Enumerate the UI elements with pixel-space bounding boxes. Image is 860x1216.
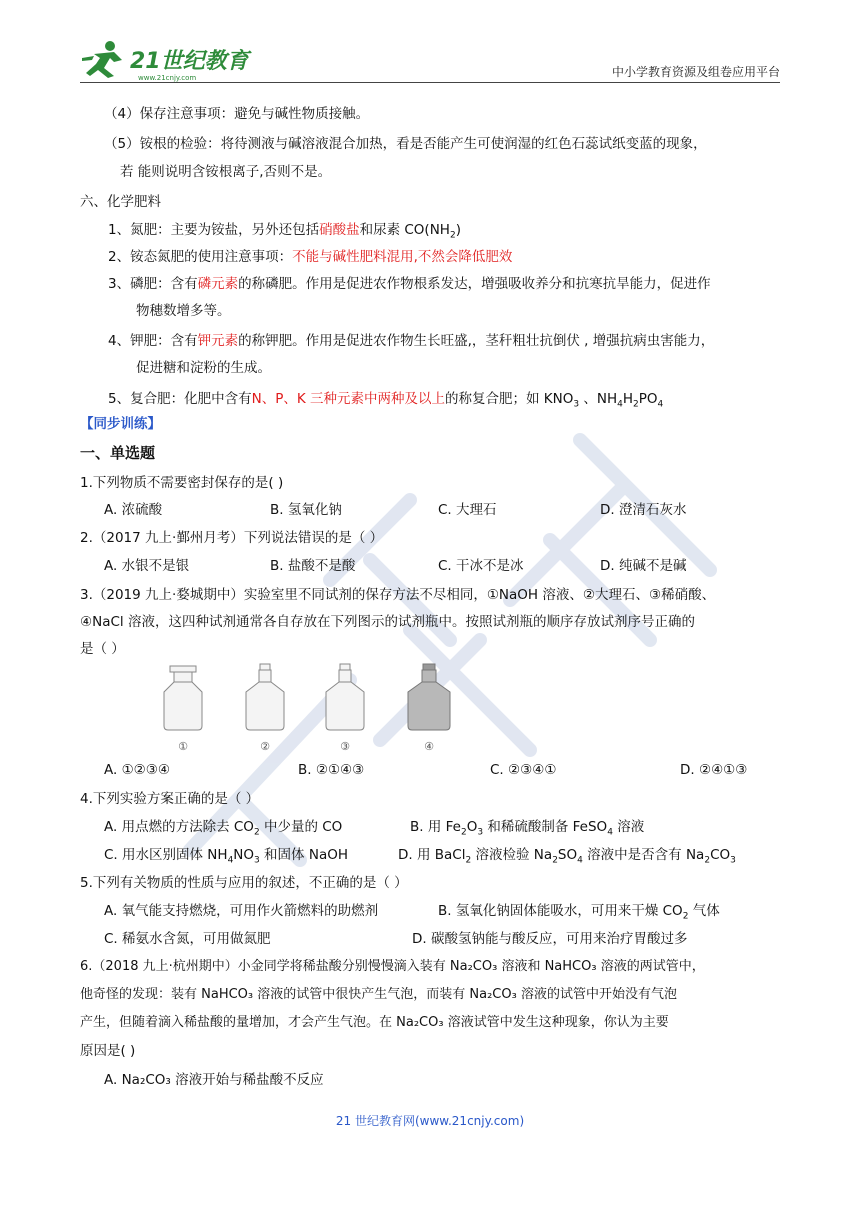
question-6-option-a[interactable]: A. Na₂CO₃ 溶液开始与稀盐酸不反应	[104, 1072, 324, 1088]
question-3-stem-line1: 3.（2019 九上·婺城期中）实验室里不同试剂的保存方法不尽相同，①NaOH 溶液、②大理石、③稀硝酸、	[80, 587, 716, 603]
question-1-option-c[interactable]: C. 大理石	[438, 502, 497, 518]
header-rule	[80, 82, 780, 83]
fertilizer-potassium-line1: 4、钾肥：含有钾元素的称钾肥。作用是促进农作物生长旺盛,，茎秆粗壮抗倒伏 , 增强抗病虫害能力，	[108, 333, 715, 349]
question-2-option-d[interactable]: D. 纯碱不是碱	[600, 558, 687, 574]
logo-url: www.21cnjy.com	[138, 74, 197, 82]
21cnjy-logo	[80, 38, 260, 82]
question-3-option-a[interactable]: A. ①②③④	[104, 762, 170, 778]
bottle-label-3: ③	[340, 740, 350, 753]
question-1-option-d[interactable]: D. 澄清石灰水	[600, 502, 687, 518]
reagent-bottles-figure	[150, 660, 470, 760]
question-6-stem-line2: 他奇怪的发现：装有 NaHCO₃ 溶液的试管中很快产生气泡，而装有 Na₂CO₃ 溶液的试管中开始没有气泡	[80, 987, 677, 1002]
question-1-option-a[interactable]: A. 浓硫酸	[104, 502, 163, 518]
question-3-option-d[interactable]: D. ②④①③	[680, 762, 748, 778]
question-4-option-b[interactable]: B. 用 $Fe_2O_3$ 和稀硫酸制备 FeSO$_4$ 溶液	[410, 819, 645, 838]
question-4-option-d[interactable]: D. 用 BaCl$_2$ 溶液检验 $Na_2SO_4$ 溶液中是否含有 $Na_2CO_3$	[398, 847, 736, 866]
bottle-3-narrow-clear	[326, 664, 364, 730]
logo-text: 21世纪教育	[130, 49, 249, 74]
question-6-stem-line3: 产生，但随着滴入稀盐酸的量增加，才会产生气泡。在 Na₂CO₃ 溶液试管中发生这种现象，你认为主要	[80, 1015, 669, 1030]
question-5-option-a[interactable]: A. 氧气能支持燃烧，可用作火箭燃料的助燃剂	[104, 903, 379, 919]
question-1-stem: 1.下列物质不需要密封保存的是( )	[80, 475, 284, 491]
bottle-label-2: ②	[260, 740, 270, 753]
question-4-option-c[interactable]: C. 用水区别固体 $NH_4NO_3$ 和固体 NaOH	[104, 847, 348, 866]
note-5-line2: 若 能则说明含铵根离子,否则不是。	[120, 164, 332, 180]
question-5-option-b[interactable]: B. 氢氧化钠固体能吸水，可用来干燥 $CO_2$ 气体	[438, 903, 720, 922]
fertilizer-ammonium-note: 2、铵态氮肥的使用注意事项：不能与碱性肥料混用,不然会降低肥效	[108, 249, 513, 265]
question-2-option-c[interactable]: C. 干冰不是冰	[438, 558, 524, 574]
section-heading-fertilizer: 六、化学肥料	[80, 194, 161, 210]
bottle-4-narrow-brown	[408, 664, 450, 730]
note-4: （4）保存注意事项：避免与碱性物质接触。	[104, 106, 370, 122]
fertilizer-nitrogen: 1、氮肥：主要为铵盐，另外还包括硝酸盐和尿素 $CO(NH_2)$	[108, 222, 461, 241]
bottle-label-1: ①	[178, 740, 188, 753]
question-4-stem: 4.下列实验方案正确的是（ ）	[80, 791, 260, 807]
question-6-stem-line1: 6.（2018 九上·杭州期中）小金同学将稀盐酸分别慢慢滴入装有 Na₂CO₃ 溶液和 NaHCO₃ 溶液的两试管中，	[80, 959, 705, 974]
fertilizer-potassium-line2: 促进糖和淀粉的生成。	[136, 360, 271, 376]
fertilizer-compound: 5、复合肥：化肥中含有N、P、K 三种元素中两种及以上的称复合肥；如 $KNO_3$ 、$NH_4H_2PO_4$	[108, 391, 664, 410]
bottle-label-4: ④	[424, 740, 434, 753]
question-2-option-a[interactable]: A. 水银不是银	[104, 558, 190, 574]
bottle-1-wide-clear	[164, 666, 202, 730]
question-3-option-c[interactable]: C. ②③④①	[490, 762, 557, 778]
question-5-option-c[interactable]: C. 稀氨水含氮，可用做氮肥	[104, 931, 271, 947]
question-2-stem: 2.（2017 九上·鄞州月考）下列说法错误的是（ ）	[80, 530, 384, 546]
question-6-stem-line4: 原因是( )	[80, 1043, 136, 1059]
question-3-stem-line2: ④NaCl 溶液，这四种试剂通常各自存放在下列图示的试剂瓶中。按照试剂瓶的顺序存放试剂序号正确的	[80, 614, 695, 630]
question-5-stem: 5.下列有关物质的性质与应用的叙述，不正确的是（ ）	[80, 875, 408, 891]
question-4-option-a[interactable]: A. 用点燃的方法除去 $CO_2$ 中少量的 CO	[104, 819, 343, 838]
fertilizer-phosphorus-line1: 3、磷肥：含有磷元素的称磷肥。作用是促进农作物根系发达，增强吸收养分和抗寒抗旱能力，促进作	[108, 276, 711, 292]
training-label: 【同步训练】	[80, 416, 161, 432]
section-heading-single-choice: 一、单选题	[80, 444, 156, 462]
question-3-stem-line3: 是（ ）	[80, 641, 125, 657]
bottle-2-narrow-clear	[246, 664, 284, 730]
page-header	[80, 38, 780, 84]
header-slogan: 中小学教育资源及组卷应用平台	[611, 65, 780, 79]
note-5-line1: （5）铵根的检验：将待测液与碱溶液混合加热，看是否能产生可使润湿的红色石蕊试纸变蓝的现象，	[104, 136, 707, 152]
fertilizer-phosphorus-line2: 物穗数增多等。	[136, 303, 231, 319]
question-5-option-d[interactable]: D. 碳酸氢钠能与酸反应，可用来治疗胃酸过多	[412, 931, 688, 947]
question-2-option-b[interactable]: B. 盐酸不是酸	[270, 558, 356, 574]
page-footer: 21 世纪教育网(www.21cnjy.com)	[335, 1114, 525, 1128]
question-1-option-b[interactable]: B. 氢氧化钠	[270, 502, 342, 518]
question-3-option-b[interactable]: B. ②①④③	[298, 762, 365, 778]
